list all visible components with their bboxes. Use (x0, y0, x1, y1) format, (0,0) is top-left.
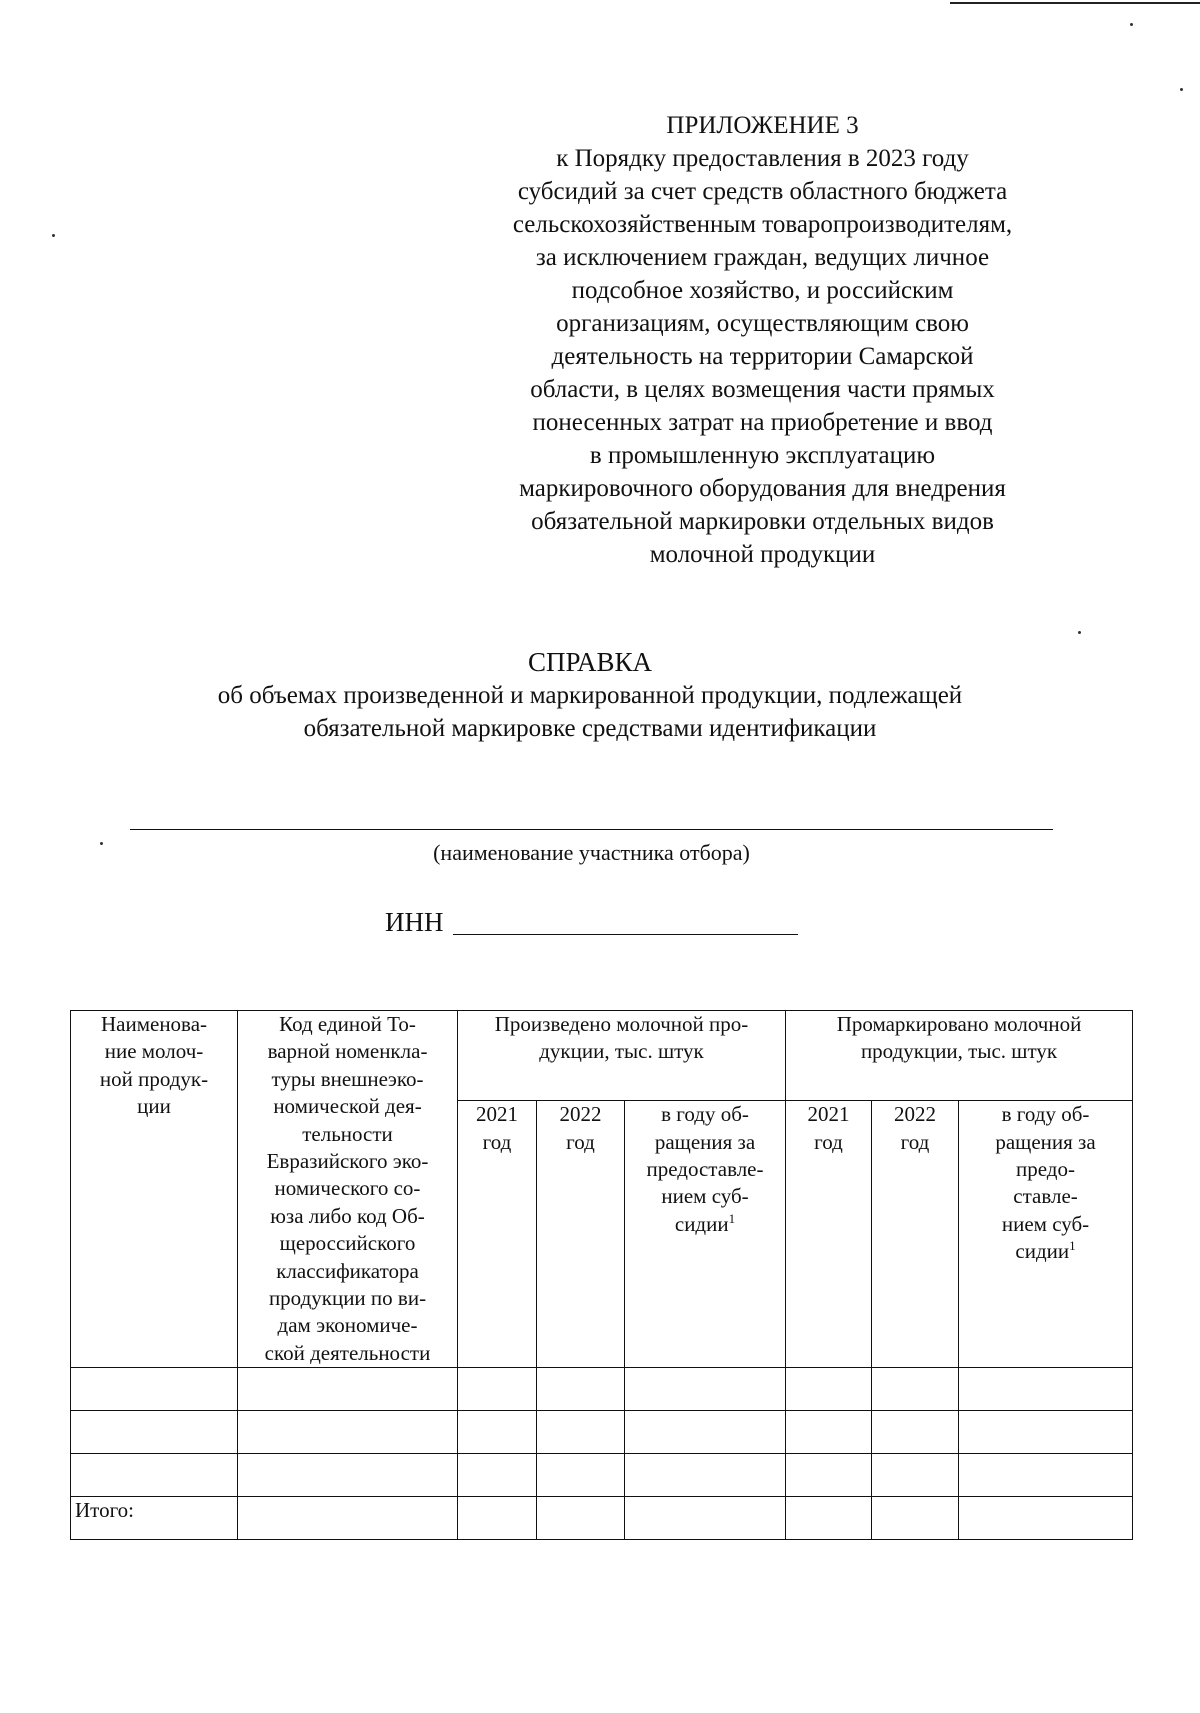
table-cell[interactable] (537, 1454, 625, 1497)
table-cell[interactable] (786, 1368, 872, 1411)
footnote-mark: 1 (1069, 1238, 1076, 1254)
header-produced-2021: 2021 год (458, 1101, 537, 1368)
header-produced-group: Произведено молочной про- дукции, тыс. штук (458, 1011, 786, 1101)
table-cell[interactable] (458, 1454, 537, 1497)
annex-line: субсидий за счет средств областного бюджета (517, 178, 1008, 205)
table-cell[interactable] (872, 1497, 959, 1540)
annex-line: сельскохозяйственным товаропроизводителям, (512, 211, 1013, 238)
table-cell[interactable] (458, 1368, 537, 1411)
table-cell[interactable] (959, 1497, 1133, 1540)
annex-title: ПРИЛОЖЕНИЕ 3 (666, 112, 859, 139)
annex-line: понесенных затрат на приобретение и ввод (532, 409, 993, 436)
annex-line: подсобное хозяйство, и российским (571, 277, 954, 304)
header-produced-subsidy-year: в году об- ращения за предоставле- нием суб- сидии$^1$ (625, 1101, 786, 1368)
table-cell[interactable] (625, 1497, 786, 1540)
table-cell[interactable] (537, 1497, 625, 1540)
table-cell[interactable] (71, 1411, 238, 1454)
table-cell[interactable] (625, 1454, 786, 1497)
scan-speck (100, 842, 103, 845)
annex-line: организациям, осуществляющим свою (556, 310, 969, 337)
header-marked-2021: 2021 год (786, 1101, 872, 1368)
table-cell[interactable] (238, 1497, 458, 1540)
production-table (70, 1010, 1133, 1540)
annex-line: за исключением граждан, ведущих личное (535, 244, 990, 271)
header-marked-subsidy-year: в году об- ращения за предо- ставле- нием суб- сидии$^1$ (959, 1101, 1133, 1368)
annex-line: к Порядку предоставления в 2023 году (556, 145, 969, 172)
total-label: Итого: (71, 1497, 238, 1540)
certificate-subtitle-line: об объемах произведенной и маркированной продукции, подлежащей (217, 682, 963, 709)
table-cell[interactable] (238, 1454, 458, 1497)
participant-name-caption: (наименование участника отбора) (433, 840, 750, 865)
table-cell[interactable] (959, 1368, 1133, 1411)
table-cell[interactable] (537, 1411, 625, 1454)
table-cell[interactable] (458, 1497, 537, 1540)
footnote-mark: 1 (728, 1210, 736, 1226)
table-cell[interactable] (625, 1411, 786, 1454)
scan-speck (1130, 23, 1133, 26)
annex-line: деятельность на территории Самарской (551, 343, 974, 370)
table-cell[interactable] (872, 1411, 959, 1454)
annex-header (480, 109, 1045, 571)
top-edge-rule (950, 2, 1200, 4)
table-cell[interactable] (625, 1368, 786, 1411)
inn-field-line[interactable] (453, 934, 798, 935)
table-cell[interactable] (238, 1411, 458, 1454)
header-produced-2022: 2022 год (537, 1101, 625, 1368)
table-cell[interactable] (537, 1368, 625, 1411)
annex-line: маркировочного оборудования для внедрения (519, 475, 1006, 502)
table-cell[interactable] (458, 1411, 537, 1454)
table-cell[interactable] (872, 1368, 959, 1411)
table-row (71, 1368, 1133, 1411)
table-cell[interactable] (786, 1497, 872, 1540)
annex-line: области, в целях возмещения части прямых (530, 376, 995, 403)
header-marked-group: Промаркировано молочной продукции, тыс. штук (786, 1011, 1133, 1101)
scan-speck (1180, 88, 1183, 91)
header-product-code: Код единой То- варной номенкла- туры внешнеэко- номической дея- тельности Евразийского эко- номического со- юза либо код Об- щероссийского классификатора продукции по ви- дам экономиче- ской деятельности (238, 1011, 458, 1368)
annex-line: молочной продукции (649, 541, 876, 568)
table-cell[interactable] (872, 1454, 959, 1497)
certificate-subtitle-line: обязательной маркировке средствами идентификации (303, 715, 877, 742)
scan-speck (52, 234, 55, 237)
annex-line: обязательной маркировки отдельных видов (531, 508, 994, 535)
table-row (71, 1454, 1133, 1497)
scan-speck (1078, 631, 1081, 634)
table-cell[interactable] (959, 1454, 1133, 1497)
table-cell[interactable] (786, 1411, 872, 1454)
total-row (71, 1497, 1133, 1540)
certificate-heading (120, 645, 1060, 745)
inn-label: ИНН (385, 907, 444, 937)
table-cell[interactable] (71, 1368, 238, 1411)
table-row (71, 1411, 1133, 1454)
table-cell[interactable] (959, 1411, 1133, 1454)
table-cell[interactable] (238, 1368, 458, 1411)
annex-line: в промышленную эксплуатацию (589, 442, 936, 469)
certificate-title: СПРАВКА (527, 647, 653, 677)
table-cell[interactable] (71, 1454, 238, 1497)
header-marked-2022: 2022 год (872, 1101, 959, 1368)
participant-name-field-line[interactable] (130, 829, 1053, 830)
header-product-name: Наименова- ние молоч- ной продук- ции (71, 1011, 238, 1368)
table-cell[interactable] (786, 1454, 872, 1497)
